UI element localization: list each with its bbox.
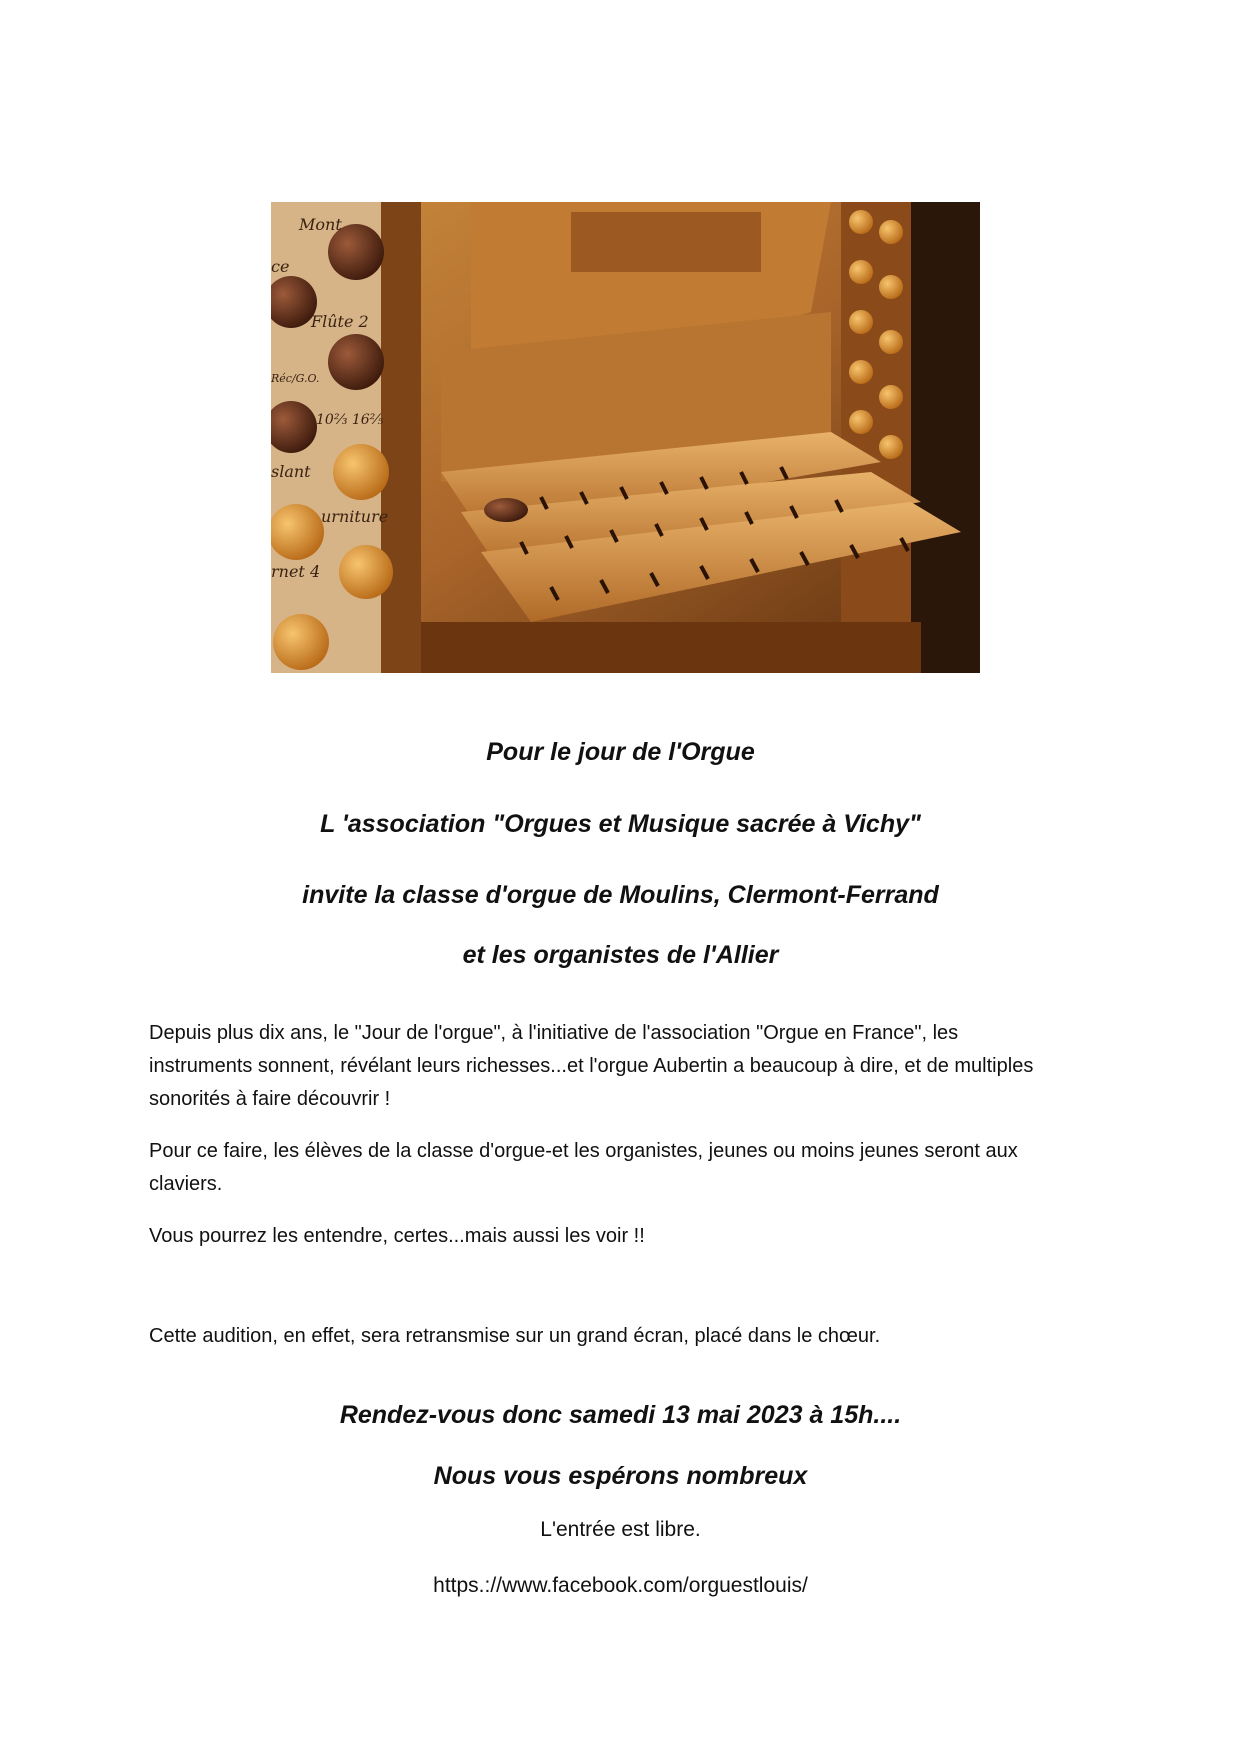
stop-label: urniture xyxy=(321,507,389,526)
paragraph-see-hear: Vous pourrez les entendre, certes...mais aussi les voir !! xyxy=(149,1225,645,1247)
organ-console-illustration xyxy=(271,202,980,673)
stop-label: Mont xyxy=(299,215,342,234)
heading-association: L 'association "Orgues et Musique sacrée à Vichy" xyxy=(320,810,921,838)
stop-label: ce xyxy=(271,257,290,276)
rendezvous-line: Rendez-vous donc samedi 13 mai 2023 à 15h.... xyxy=(339,1401,902,1429)
stop-label: Flûte 2 xyxy=(311,312,369,331)
stop-label: 10⅔ 16⅖ xyxy=(316,412,384,428)
heading-title: Pour le jour de l'Orgue xyxy=(486,738,755,766)
paragraph-line: Depuis plus dix ans, le "Jour de l'orgue", à l'initiative de l'association "Orgue en France", les xyxy=(149,1022,959,1044)
facebook-link[interactable]: https.://www.facebook.com/orguestlouis/ xyxy=(433,1574,808,1597)
paragraph-line: claviers. xyxy=(149,1173,223,1195)
heading-organists: et les organistes de l'Allier xyxy=(462,941,779,969)
paragraph-screen: Cette audition, en effet, sera retransmise sur un grand écran, placé dans le chœur. xyxy=(149,1325,881,1347)
nombreux-line: Nous vous espérons nombreux xyxy=(433,1462,808,1490)
paragraph-students xyxy=(149,1135,1099,1201)
heading-invitation: invite la classe d'orgue de Moulins, Clermont-Ferrand xyxy=(302,881,939,909)
stop-label: Réc/G.O. xyxy=(271,372,320,385)
organ-console-photo xyxy=(271,202,980,673)
paragraph-line: instruments sonnent, révélant leurs richesses...et l'orgue Aubertin a beaucoup à dire, et de multiples xyxy=(149,1055,1034,1077)
paragraph-line: Pour ce faire, les élèves de la classe d'orgue-et les organistes, jeunes ou moins jeunes seront aux xyxy=(149,1140,1018,1162)
stop-label: rnet 4 xyxy=(271,562,321,581)
paragraph-line: sonorités à faire découvrir ! xyxy=(149,1088,391,1110)
free-entry-line: L'entrée est libre. xyxy=(540,1518,701,1541)
stop-label: slant xyxy=(271,462,311,481)
paragraph-intro xyxy=(149,1017,1099,1116)
